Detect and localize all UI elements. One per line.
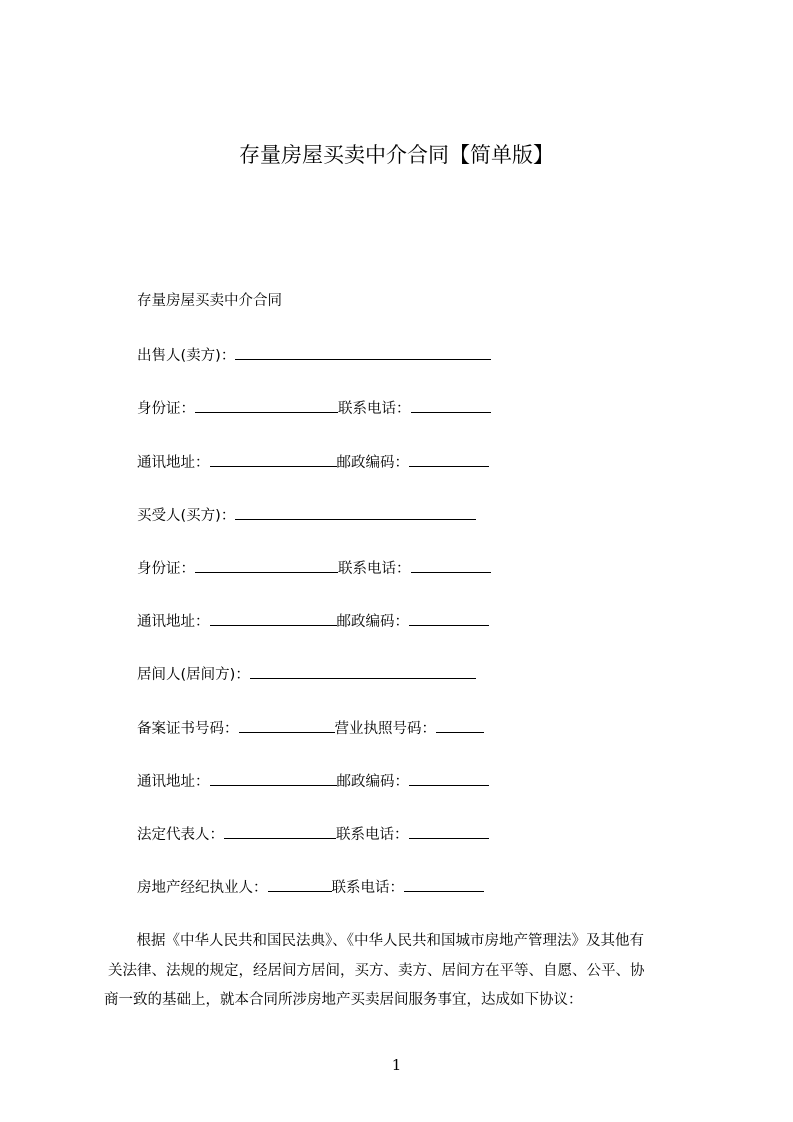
- seller-postcode-label: 邮政编码：: [336, 455, 409, 471]
- seller-postcode-blank[interactable]: [409, 452, 489, 467]
- buyer-address-line: [137, 611, 489, 632]
- legal-rep-line: [137, 824, 489, 845]
- seller-blank[interactable]: [235, 345, 491, 360]
- legal-rep-blank[interactable]: [224, 824, 336, 839]
- page-number: 1: [391, 1056, 402, 1074]
- record-no-label: 备案证书号码：: [137, 721, 239, 737]
- broker-label: 居间人(居间方)：: [137, 667, 250, 683]
- license-no-label: 营业执照号码：: [334, 721, 436, 737]
- record-license-line: [137, 718, 484, 739]
- agent-blank[interactable]: [268, 877, 332, 892]
- legal-rep-phone-label: 联系电话：: [336, 827, 409, 843]
- seller-id-label: 身份证：: [137, 401, 195, 417]
- buyer-address-label: 通讯地址：: [137, 614, 210, 630]
- broker-address-label: 通讯地址：: [137, 774, 210, 790]
- buyer-label: 买受人(买方)：: [137, 508, 236, 524]
- broker-line: [137, 664, 476, 685]
- intro-paragraph-line-2: 关法律、法规的规定，经居间方居间，买方、卖方、居间方在平等、自愿、公平、协: [108, 963, 645, 979]
- broker-address-blank[interactable]: [210, 771, 337, 786]
- seller-line: [137, 345, 491, 366]
- seller-id-blank[interactable]: [195, 398, 338, 413]
- buyer-blank[interactable]: [235, 505, 476, 520]
- buyer-id-line: [137, 558, 491, 579]
- seller-address-blank[interactable]: [210, 452, 337, 467]
- record-no-blank[interactable]: [239, 718, 335, 733]
- buyer-line: [137, 505, 476, 526]
- seller-address-line: [137, 452, 489, 473]
- seller-address-label: 通讯地址：: [137, 455, 210, 471]
- seller-phone-label: 联系电话：: [338, 401, 411, 417]
- broker-blank[interactable]: [250, 664, 476, 679]
- buyer-phone-label: 联系电话：: [338, 561, 411, 577]
- seller-id-line: [137, 398, 491, 419]
- agent-line: [137, 877, 484, 898]
- buyer-id-label: 身份证：: [137, 561, 195, 577]
- buyer-id-blank[interactable]: [195, 558, 338, 573]
- page-title: 存量房屋买卖中介合同【简单版】: [239, 143, 554, 167]
- buyer-postcode-blank[interactable]: [409, 611, 489, 626]
- agent-label: 房地产经纪执业人：: [137, 880, 268, 896]
- broker-postcode-blank[interactable]: [409, 771, 489, 786]
- intro-paragraph-line-3: 商一致的基础上，就本合同所涉房地产买卖居间服务事宜，达成如下协议：: [104, 992, 583, 1008]
- license-no-blank[interactable]: [436, 718, 484, 733]
- legal-rep-label: 法定代表人：: [137, 827, 224, 843]
- intro-paragraph-line-1: 根据《中华人民共和国民法典》、《中华人民共和国城市房地产管理法》及其他有: [122, 933, 644, 949]
- agent-phone-label: 联系电话：: [331, 880, 404, 896]
- legal-rep-phone-blank[interactable]: [409, 824, 489, 839]
- seller-phone-blank[interactable]: [411, 398, 491, 413]
- agent-phone-blank[interactable]: [404, 877, 484, 892]
- buyer-postcode-label: 邮政编码：: [336, 614, 409, 630]
- broker-postcode-label: 邮政编码：: [336, 774, 409, 790]
- buyer-address-blank[interactable]: [210, 611, 337, 626]
- seller-label: 出售人(卖方)：: [137, 348, 236, 364]
- buyer-phone-blank[interactable]: [411, 558, 491, 573]
- broker-address-line: [137, 771, 489, 792]
- contract-subtitle: 存量房屋买卖中介合同: [137, 293, 282, 309]
